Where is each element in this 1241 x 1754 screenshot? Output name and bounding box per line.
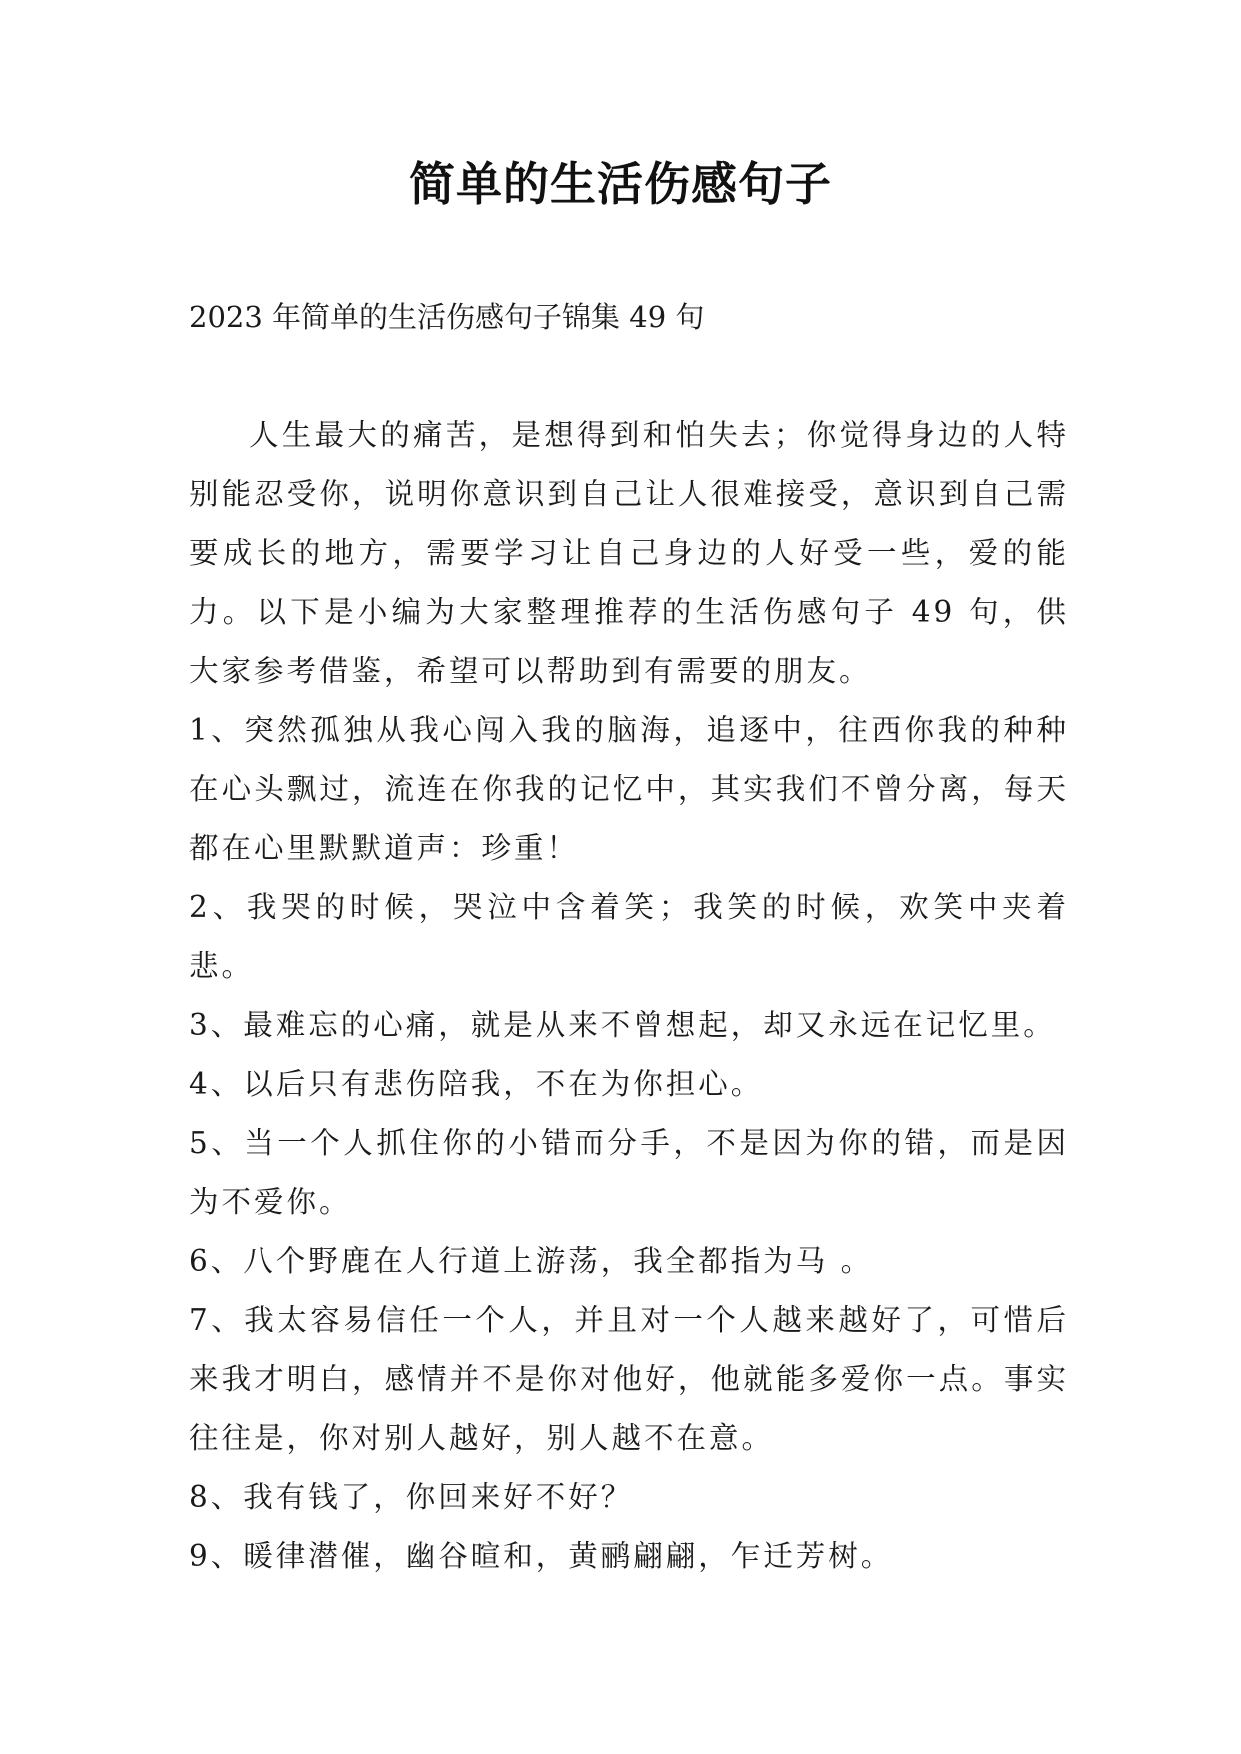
list-item: 7、我太容易信任一个人，并且对一个人越来越好了，可惜后来我才明白，感情并不是你对他好，他就能多爱你一点。事实往往是，你对别人越好，别人越不在意。: [189, 1303, 1069, 1455]
list-item: 1、突然孤独从我心闯入我的脑海，追逐中，往西你我的种种在心头飘过，流连在你我的记忆中，其实我们不曾分离，每天都在心里默默道声：珍重！: [189, 713, 1069, 865]
document-subtitle: 2023 年简单的生活伤感句子锦集 49 句: [189, 300, 705, 334]
document-body: [189, 406, 1069, 1586]
list-item: 8、我有钱了，你回来好不好？: [189, 1480, 634, 1514]
list-item: 9、暖律潜催，幽谷暄和，黄鹂翩翩，乍迁芳树。: [189, 1539, 894, 1573]
list-item: 4、以后只有悲伤陪我，不在为你担心。: [189, 1067, 764, 1101]
list-item: 6、八个野鹿在人行道上游荡，我全都指为马 。: [189, 1244, 874, 1278]
intro-paragraph: 人生最大的痛苦，是想得到和怕失去；你觉得身边的人特别能忍受你，说明你意识到自己让人很难接受，意识到自己需要成长的地方，需要学习让自己身边的人好受一些，爱的能力。以下是小编为大家整理推荐的生活伤感句子 49 句，供大家参考借鉴，希望可以帮助到有需要的朋友。: [189, 418, 1069, 688]
list-item: 3、最难忘的心痛，就是从来不曾想起，却又永远在记忆里。: [189, 1008, 1056, 1042]
document-title: 简单的生活伤感句子: [409, 157, 832, 211]
list-item: 5、当一个人抓住你的小错而分手，不是因为你的错，而是因为不爱你。: [189, 1126, 1069, 1219]
list-item: 2、我哭的时候，哭泣中含着笑；我笑的时候，欢笑中夹着悲。: [189, 890, 1069, 983]
